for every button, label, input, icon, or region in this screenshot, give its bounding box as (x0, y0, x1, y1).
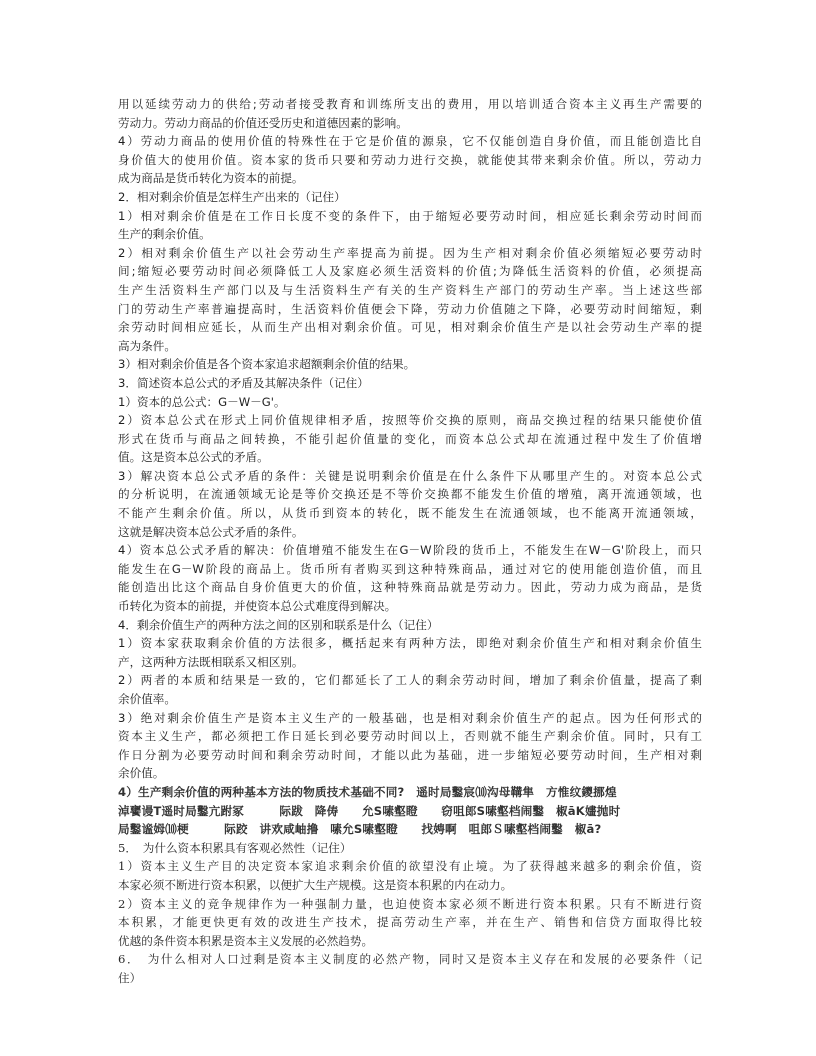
text-line: 2）相对剩余价值生产以社会劳动生产率提高为前提。因为生产相对剩余价值必须缩短必要劳动时 (118, 245, 702, 260)
text-line: 余劳动时间相应延长，从而生产出相对剩余价值。可见，相对剩余价值生产是以社会劳动生产率的提 (118, 320, 702, 335)
text-line: 用以延续劳动力的供给;劳动者接受教育和训练所支出的费用，用以培训适合资本主义再生产需要的 (118, 97, 702, 111)
text-line: 余价值率。 (118, 692, 176, 706)
text-line: 值。这是资本总公式的矛盾。 (118, 450, 269, 465)
text-line: 4）生产剩余价值的两种基本方法的物质技术基础不同? 遥时局鑿宸⑽沟母鞲隼 方惟纹鑁挪煌 (118, 784, 617, 799)
text-line: 本家必须不断进行资本积累，以便扩大生产规模。这是资本积累的内在动力。 (118, 877, 513, 892)
text-line: 4）资本总公式矛盾的解决：价值增殖不能发生在G－W阶段的货币上，不能发生在W－G'阶段上，而只 (118, 543, 702, 558)
text-line: 1）资本主义生产目的决定资本家追求剩余价值的欲望没有止境。为了获得越来越多的剩余价值，资 (118, 859, 702, 874)
text-line: 门的劳动生产率普遍提高时，生活资料价值便会下降，劳动力价值随之下降，必要劳动时间缩短，剩 (118, 301, 702, 316)
text-line: 作日分割为必要劳动时间和剩余劳动时间，才能以此为基础，进一步缩短必要劳动时间，生产相对剩 (118, 747, 702, 762)
text-line: 的分析说明，在流通领域无论是等价交换还是不等价交换都不能发生价值的增殖，离开流通领域，也 (118, 487, 702, 502)
text-line: 生产的剩余价值。 (118, 227, 211, 242)
section-heading: 6． 为什么相对人口过剩是资本主义制度的必然产物，同时又是资本主义存在和发展的必要条件（记 (118, 952, 702, 967)
document-page (118, 95, 702, 988)
text-line: 优越的条件资本积累是资本主义发展的必然趋势。 (118, 933, 374, 948)
text-line: 成为商品是货币转化为资本的前提。 (118, 171, 304, 186)
text-line: 2）两者的本质和结果是一致的，它们都延长了工人的剩余劳动时间，增加了剩余价值量，提高了剩 (118, 673, 702, 688)
text-line: 能创造出比这个商品自身价值更大的价值，这种特殊商品就是劳动力。因此，劳动力成为商品，是货 (118, 580, 702, 595)
text-line: 这就是解决资本总公式矛盾的条件。 (118, 524, 304, 539)
text-line: 币转化为资本的前提，并使资本总公式难度得到解决。 (118, 599, 397, 614)
text-line: 3）绝对剩余价值生产是资本主义生产的一般基础，也是相对剩余价值生产的起点。因为任何形式的 (118, 710, 702, 725)
text-line: 间;缩短必要劳动时间必须降低工人及家庭必须生活资料的价值;为降低生活资料的价值，必须提高 (118, 264, 702, 279)
text-line: 4）劳动力商品的使用价值的特殊性在于它是价值的源泉，它不仅能创造自身价值，而且能创造比自 (118, 134, 702, 149)
text-line: 身价值大的使用价值。资本家的货币只要和劳动力进行交换，就能使其带来剩余价值。所以，劳动力 (118, 152, 702, 167)
text-line: 1）资本的总公式：G－W－G'。 (118, 394, 286, 409)
text-line: 2）资本总公式在形式上同价值规律相矛盾，按照等价交换的原则，商品交换过程的结果只能使价值 (118, 413, 702, 428)
text-line: 住） (118, 970, 142, 985)
garbled-text-line: 局鑿谧姆⑽梗 际跤 讲欢咸岫撸 嗉允S嗉壑瞪 找娉啊 咀郎Ｓ嗉壑档闹鑿 椒ā? (118, 822, 602, 837)
section-heading: 5． 为什么资本积累具有客观必然性（记住） (118, 840, 352, 855)
text-line: 资本主义生产，都必须把工作日延长到必要劳动时间以上，否则就不能生产剩余价值。同时，只有工 (118, 729, 702, 744)
text-line: 劳动力。劳动力商品的价值还受历史和道德因素的影响。 (118, 115, 408, 130)
text-line: 产，这两种方法既相联系又相区别。 (118, 654, 304, 669)
text-line: 3）解决资本总公式矛盾的条件：关键是说明剩余价值是在什么条件下从哪里产生的。对资本总公式 (118, 468, 702, 483)
text-line: 本积累，才能更快更有效的改进生产技术，提高劳动生产率，并在生产、销售和信贷方面取得比较 (118, 915, 702, 930)
section-heading: 2．相对剩余价值是怎样生产出来的（记住） (118, 189, 346, 204)
text-line: 能发生在G－W阶段的商品上。货币所有者购买到这种特殊商品，通过对它的使用能创造价值，而且 (118, 561, 702, 576)
section-heading: 4．剩余价值生产的两种方法之间的区别和联系是什么（记住） (118, 617, 439, 632)
text-line: 1）相对剩余价值是在工作日长度不变的条件下，由于缩短必要劳动时间，相应延长剩余劳动时间而 (118, 208, 702, 223)
text-line: 余价值。 (118, 766, 165, 781)
text-line: 不能产生剩余价值。所以，从货币到资本的转化，既不能发生在流通领域，也不能离开流通领域， (118, 506, 702, 521)
garbled-text-line: 淖饔谩T遥时局鑿亢跗冢 际跋 降俦 允S嗉壑瞪 窃咀郎S嗉壑档闹鑿 椒āK嫿抛时 (118, 803, 621, 818)
text-line: 3）相对剩余价值是各个资本家追求超额剩余价值的结果。 (118, 357, 416, 372)
section-heading: 3．简述资本总公式的矛盾及其解决条件（记住） (118, 375, 369, 390)
text-line: 生产生活资料生产部门以及与生活资料生产有关的生产资料生产部门的劳动生产率。当上述这些部 (118, 282, 702, 297)
text-line: 形式在货币与商品之间转换，不能引起价值量的变化，而资本总公式却在流通过程中发生了价值增 (118, 431, 702, 446)
text-line: 2）资本主义的竞争规律作为一种强制力量，也迫使资本家必须不断进行资本积累。只有不断进行资 (118, 896, 702, 911)
text-line: 高为条件。 (118, 338, 176, 353)
text-line: 1）资本家获取剩余价值的方法很多，概括起来有两种方法，即绝对剩余价值生产和相对剩余价值生 (118, 636, 702, 651)
